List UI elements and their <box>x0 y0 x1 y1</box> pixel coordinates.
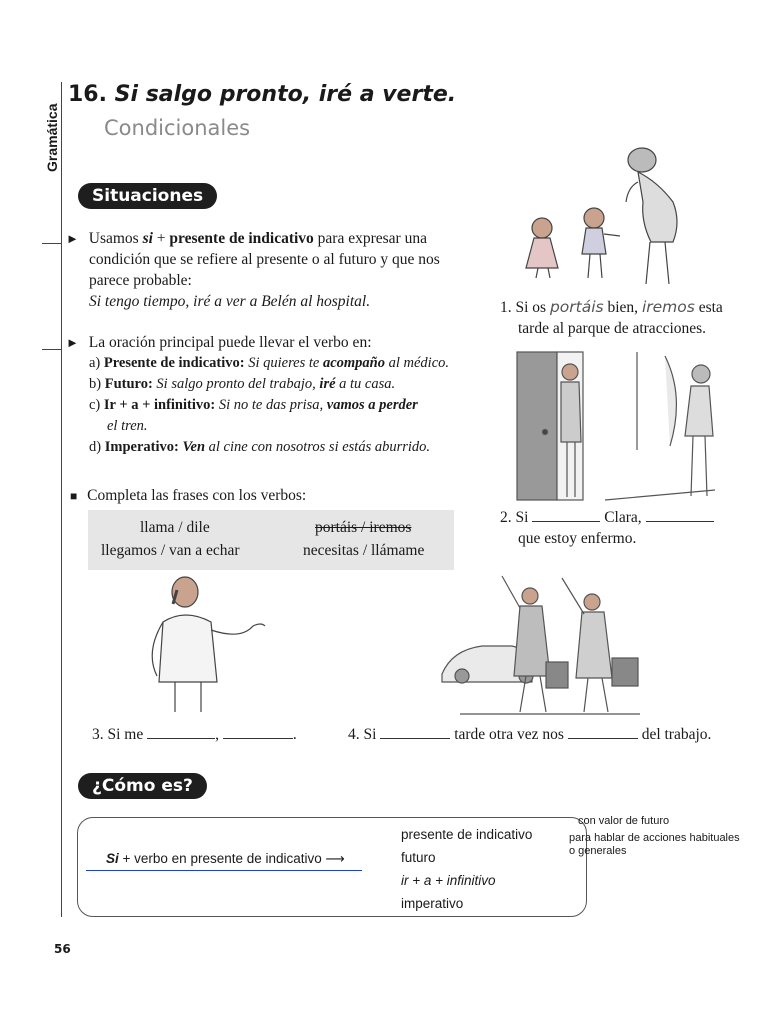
rule-2-d: d) Imperativo: Ven al cine con nosotros si estás aburrido. <box>89 439 431 455</box>
answer-blank[interactable] <box>568 738 638 739</box>
page-subtitle: Condicionales <box>104 116 251 140</box>
word-bank <box>88 510 454 570</box>
handwritten-answer: portáis <box>549 298 604 316</box>
word-bank-item: llama / dile <box>140 519 210 536</box>
page-title <box>68 82 456 107</box>
margin-rule <box>61 82 62 917</box>
scheme-note: para hablar de acciones habituales o generales <box>569 832 740 857</box>
answer-blank[interactable] <box>223 738 293 739</box>
rule-2-b: b) Futuro: Si salgo pronto del trabajo, iré a tu casa. <box>89 376 396 392</box>
word-bank-item-crossed: portáis / iremos <box>315 519 412 536</box>
exercise-item-4: 4. Si tarde otra vez nos del trabajo. <box>348 726 712 743</box>
arrow-icon: ► <box>66 335 79 350</box>
illustration-man-phone <box>145 570 270 715</box>
lesson-title: Si salgo pronto, iré a verte. <box>114 82 457 107</box>
illustration-mother-children <box>520 142 705 292</box>
sidebar-label: Gramática <box>44 103 60 172</box>
answer-blank[interactable] <box>646 521 714 522</box>
answer-blank[interactable] <box>147 738 215 739</box>
exercise-item-2: 2. Si Clara, que estoy enfermo. <box>500 507 760 549</box>
exercise-item-3: 3. Si me , . <box>92 726 297 743</box>
exercise-item-1: 1. Si os portáis bien, iremos esta tarde al parque de atracciones. <box>500 298 723 337</box>
margin-tick <box>42 349 62 350</box>
answer-blank[interactable] <box>380 738 450 739</box>
illustration-door-woman <box>515 350 725 505</box>
blue-underline <box>86 870 362 871</box>
scheme-formula: Si + verbo en presente de indicativo ⟶ <box>106 851 345 866</box>
handwritten-answer: iremos <box>641 298 695 316</box>
exercise-instruction: ■ Completa las frases con los verbos: <box>70 487 307 504</box>
page-number: 56 <box>54 942 71 956</box>
word-bank-item: llegamos / van a echar <box>101 542 240 559</box>
arrow-icon: ► <box>66 231 79 246</box>
rule-1: ► Usamos si + presente de indicativo para expresar una condición que se refiere al presente o al futuro y que nos parece probable: Si tengo tiempo, iré a ver a Belén al hospital. <box>66 230 440 310</box>
lesson-number: 16. <box>68 82 107 107</box>
scheme-options: presente de indicativo futuro ir + a + infinitivo imperativo <box>401 827 533 911</box>
rule-2: ► La oración principal puede llevar el verbo en: a) Presente de indicativo: Si quieres te acompaño al médico. b) Futuro: Si salgo pronto del trabajo, iré a tu casa. c) Ir + a + infinitivo: Si no te das prisa, vamos a perder el tren. d) Imperativo: Ven al cine con nosotros si estás aburrido. <box>66 332 506 458</box>
answer-blank[interactable] <box>532 521 600 522</box>
illustration-men-car <box>440 572 650 717</box>
rule-2-c: c) Ir + a + infinitivo: Si no te das prisa, vamos a perder <box>89 397 418 413</box>
arrow-right-icon: ⟶ <box>325 851 345 866</box>
section-badge-situaciones: Situaciones <box>78 183 217 209</box>
square-bullet-icon: ■ <box>70 489 78 503</box>
rule-2-a: a) Presente de indicativo: Si quieres te acompaño al médico. <box>89 355 450 371</box>
scheme-note: con valor de futuro <box>578 815 670 827</box>
word-bank-item: necesitas / llámame <box>303 542 425 559</box>
margin-tick <box>42 243 62 244</box>
example-sentence: Si tengo tiempo, iré a ver a Belén al hospital. <box>89 293 371 310</box>
section-badge-como-es: ¿Cómo es? <box>78 773 207 799</box>
